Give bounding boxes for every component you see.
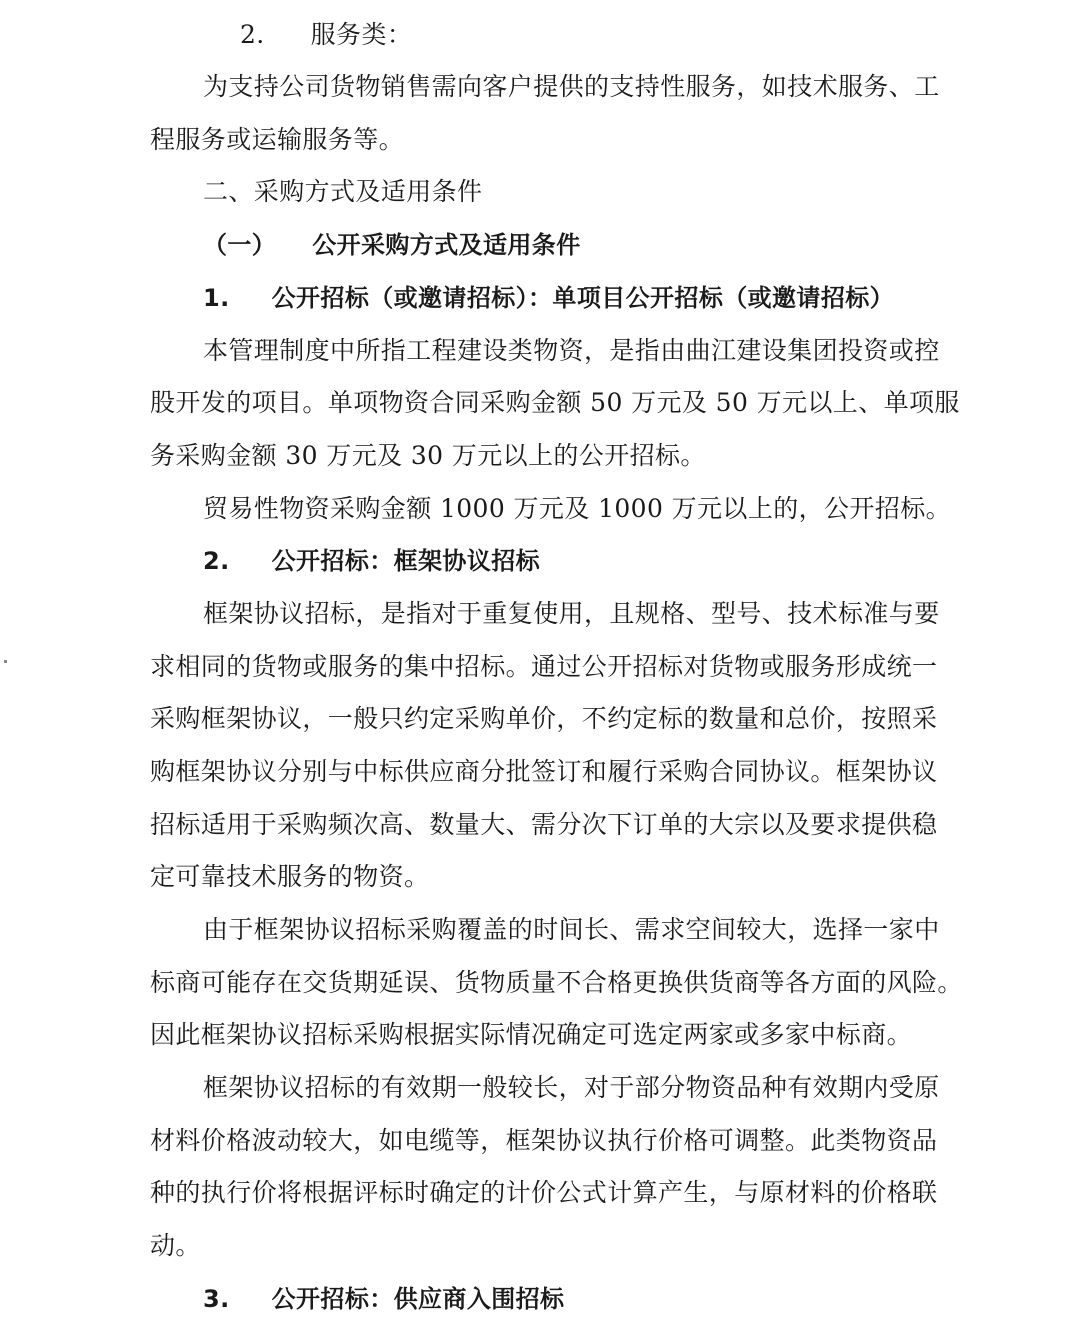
paragraph-line: 由于框架协议招标采购覆盖的时间长、需求空间较大，选择一家中 xyxy=(203,915,940,944)
item-number: 1. xyxy=(203,284,230,312)
item-number: 2. xyxy=(203,547,230,575)
paragraph-line: 务采购金额 30 万元及 30 万元以上的公开招标。 xyxy=(150,441,706,470)
item-title: 服务类： xyxy=(310,20,413,49)
paragraph-line: 种的执行价将根据评标时确定的计价公式计算产生，与原材料的价格联 xyxy=(150,1178,938,1207)
item-number: 2. xyxy=(240,20,265,49)
paragraph-line: 定可靠技术服务的物资。 xyxy=(150,862,430,891)
item-title: 公开招标（或邀请招标）：单项目公开招标（或邀请招标） xyxy=(271,284,895,312)
paragraph-line: 为支持公司货物销售需向客户提供的支持性服务，如技术服务、工 xyxy=(203,72,940,101)
item-title: 公开采购方式及适用条件 xyxy=(312,231,581,259)
section-heading: 二、采购方式及适用条件 xyxy=(203,177,483,206)
paragraph-line: 购框架协议分别与中标供应商分批签订和履行采购合同协议。框架协议 xyxy=(150,757,938,786)
paragraph-line: 程服务或运输服务等。 xyxy=(150,125,405,154)
margin-dot xyxy=(4,660,7,663)
paragraph-line: 本管理制度中所指工程建设类物资，是指由曲江建设集团投资或控 xyxy=(203,336,940,365)
item-title: 公开招标：供应商入围招标 xyxy=(271,1285,565,1313)
paragraph-line: 框架协议招标的有效期一般较长，对于部分物资品种有效期内受原 xyxy=(203,1073,940,1102)
item-number: （一） xyxy=(203,231,277,259)
paragraph-line: 框架协议招标，是指对于重复使用，且规格、型号、技术标准与要 xyxy=(203,599,940,628)
paragraph-line: 动。 xyxy=(150,1231,201,1260)
paragraph-line: 求相同的货物或服务的集中招标。通过公开招标对货物或服务形成统一 xyxy=(150,652,938,681)
paragraph-line: 因此框架协议招标采购根据实际情况确定可选定两家或多家中标商。 xyxy=(150,1020,913,1049)
subsection-heading xyxy=(203,230,581,260)
item-number: 3. xyxy=(203,1285,230,1313)
paragraph-line: 材料价格波动较大，如电缆等，框架协议执行价格可调整。此类物资品 xyxy=(150,1126,938,1155)
item-title: 公开招标：框架协议招标 xyxy=(271,547,541,575)
paragraph-line: 股开发的项目。单项物资合同采购金额 50 万元及 50 万元以上、单项服 xyxy=(150,388,960,417)
paragraph-line: 采购框架协议，一般只约定采购单价，不约定标的数量和总价，按照采 xyxy=(150,704,938,733)
subsection-heading xyxy=(203,1284,564,1314)
subsection-heading xyxy=(203,546,540,576)
list-item-heading xyxy=(240,20,412,50)
paragraph-line: 招标适用于采购频次高、数量大、需分次下订单的大宗以及要求提供稳 xyxy=(150,810,938,839)
subsection-heading xyxy=(203,283,894,313)
paragraph-line: 标商可能存在交货期延误、货物质量不合格更换供货商等各方面的风险。 xyxy=(150,968,963,997)
paragraph-line: 贸易性物资采购金额 1000 万元及 1000 万元以上的，公开招标。 xyxy=(203,494,952,523)
